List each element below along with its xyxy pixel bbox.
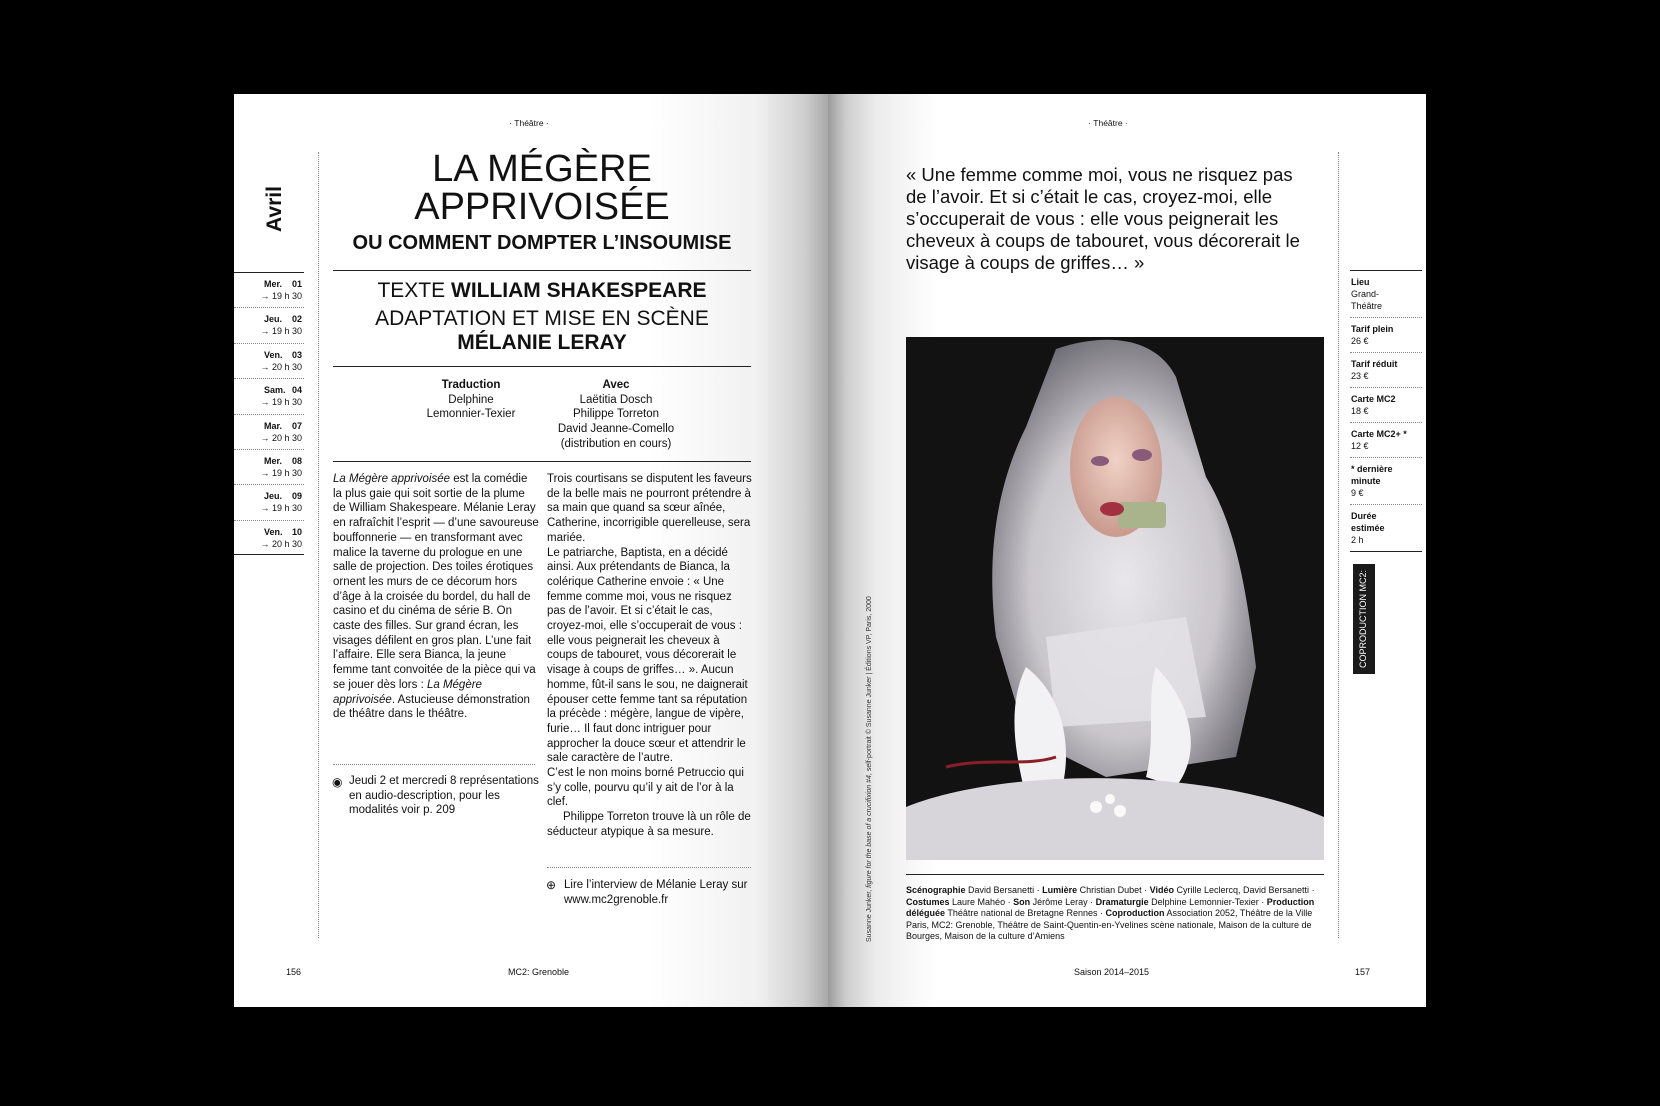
date-number: 07 <box>291 420 302 431</box>
date-entry <box>234 378 304 413</box>
paragraph: Trois courtisans se disputent les faveurs de la belle mais ne pourront prétendre à sa main que quand sa sœur aînée, Catherine, incorrigible querelleuse, sera mariée. <box>547 473 752 544</box>
date-time: → 19 h 30 <box>260 467 302 478</box>
margin-rule <box>318 152 319 938</box>
info-label: Lieu <box>1351 277 1370 287</box>
photo-credit <box>866 582 873 942</box>
translator-line-2: Lemonnier-Texier <box>426 408 516 421</box>
date-day: Mar. <box>264 420 283 431</box>
credit-role: Production déléguée <box>906 896 1315 919</box>
date-entry <box>234 449 304 484</box>
info-value: 9 € <box>1351 488 1364 498</box>
info-entry <box>1350 270 1422 317</box>
accessibility-note: Jeudi 2 et mercredi 8 représentations en audio-description, pour les modalités voir p. 209 <box>349 775 539 817</box>
translation-block <box>406 378 536 422</box>
credit-role: Lumière <box>1042 885 1078 895</box>
credit-role: Scénographie <box>906 885 966 895</box>
production-photo <box>906 337 1324 860</box>
date-time: → 19 h 30 <box>260 503 302 514</box>
production-credits: Scénographie David Bersanetti · Lumière Christian Dubet · Vidéo Cyrille Leclercq, David Bersanetti · Costumes Laure Mahéo · Son Jérôme Leray · Dramaturgie Delphine Lemonnier-Texier · Production déléguée Théâtre national de Bretagne Rennes · Coproduction Association 2052, Théâtre de la Ville Paris, MC2: Grenoble, Théâtre de Saint-Quentin-en-Yvelines scène nationale, Maison de la culture de Bourges, Maison de la culture d’Amiens <box>906 885 1315 942</box>
date-number: 01 <box>291 279 302 289</box>
credit-role: Costumes <box>906 896 950 907</box>
date-day: Jeu. <box>264 314 283 325</box>
date-number: 03 <box>291 349 302 360</box>
coproduction-badge <box>1353 564 1375 674</box>
section-label: · Théâtre · <box>509 118 549 128</box>
interview-link[interactable]: Lire l’interview de Mélanie Leray sur www.mc2grenoble.fr <box>564 879 748 906</box>
practical-info <box>1350 270 1422 552</box>
note-divider <box>333 764 535 765</box>
cast-member: David Jeanne-Comello <box>557 423 675 436</box>
info-entry <box>1350 504 1422 552</box>
date-entry <box>234 307 304 342</box>
date-day: Mer. <box>264 279 283 289</box>
info-value: Grand-Théâtre <box>1351 289 1383 311</box>
bride-portrait-image <box>906 337 1324 860</box>
credit-role: Son <box>1013 896 1031 907</box>
date-time: → 19 h 30 <box>260 291 302 301</box>
info-entry <box>1350 422 1422 457</box>
date-time: → 20 h 30 <box>260 432 302 443</box>
credit-name: David Bersanetti <box>968 885 1035 895</box>
info-label: Tarif plein <box>1351 324 1394 334</box>
info-value: 18 € <box>1351 406 1369 416</box>
date-entry <box>234 484 304 519</box>
paragraph: Philippe Torreton trouve là un rôle de séducteur atypique à sa mesure. <box>547 811 751 838</box>
info-value: 26 € <box>1351 336 1369 346</box>
title-line-1: LA MÉGÈRE <box>432 148 652 190</box>
credit-text: , self-portrait © Susanne Junker | Éditions VP, Paris, 2000 <box>866 596 873 776</box>
month-label: Avril <box>263 186 286 232</box>
info-value: 2 h <box>1351 535 1364 545</box>
date-number: 08 <box>291 455 302 466</box>
date-time: → 19 h 30 <box>260 326 302 337</box>
paragraph: C’est le non moins borné Petruccio qui s’y colle, pourvu qu’il y ait de l’or à la clef. <box>547 767 744 809</box>
credit-name: Laure Mahéo <box>952 896 1006 907</box>
author-name: WILLIAM SHAKESPEARE <box>451 279 707 302</box>
info-label: Durée estimée <box>1351 511 1385 533</box>
date-entry <box>234 343 304 378</box>
info-entry <box>1350 352 1422 387</box>
credit-name: Delphine Lemonnier-Texier <box>1151 896 1259 907</box>
credit-title: figure for the base of a crucifixion #4 <box>866 775 873 888</box>
credit-name: Christian Dubet <box>1079 885 1142 895</box>
date-time: → 19 h 30 <box>260 397 302 408</box>
page-number-left: 156 <box>286 967 302 977</box>
director-name: MÉLANIE LERAY <box>457 331 627 354</box>
section-label: · Théâtre · <box>1088 118 1128 128</box>
credit-role: Dramaturgie <box>1095 896 1149 907</box>
date-number: 10 <box>291 526 302 537</box>
info-label: Carte MC2+ * <box>1351 429 1407 439</box>
date-list <box>234 272 304 555</box>
info-entry <box>1350 457 1422 504</box>
info-entry <box>1350 317 1422 352</box>
info-value: 12 € <box>1351 441 1369 451</box>
date-day: Mer. <box>264 455 283 466</box>
title-reference: La Mégère apprivoisée <box>333 473 450 485</box>
date-day: Ven. <box>264 349 283 360</box>
credit-name: Cyrille Leclercq, David Bersanetti <box>1176 885 1310 895</box>
date-number: 04 <box>291 385 302 396</box>
body-text: . Astucieuse démonstration de théâtre dans le théâtre. <box>333 693 530 721</box>
body-text: est la comédie la plus gaie qui soit sortie de la plume de William Shakespeare. Mélanie Leray en rafraîchit l’esprit — d’une savoureuse bouffonnerie — en transformant avec malice la taverne du prologue en une salle de projection. Des toiles érotiques ornent les murs de ce décorum hors d’âge à la croisée du bordel, du hall de casino et du cinéma de série B. On caste des filles. Sur grand écran, les visages défilent en gros plan. L’une fait l’affaire. Elle sera Bianca, la jeune femme tant convoitée de la pièce qui va se jouer dès lors : <box>333 473 539 691</box>
translator-line-1: Delphine <box>448 393 494 406</box>
date-day: Sam. <box>264 385 286 396</box>
date-day: Ven. <box>264 526 283 537</box>
right-page <box>828 94 1426 1007</box>
cast-note: (distribution en cours) <box>560 437 672 450</box>
date-time: → 20 h 30 <box>260 361 302 372</box>
footer-left: MC2: Grenoble <box>508 967 570 977</box>
page-number-right: 157 <box>1355 967 1371 977</box>
credit-name: Théâtre national de Bretagne Rennes <box>947 908 1098 919</box>
date-number: 02 <box>291 314 302 325</box>
paragraph: Le patriarche, Baptista, en a décidé ainsi. Aux prétendants de Bianca, la colérique Catherine envoie : « Une femme comme moi, vous ne risquez pas de l’avoir. Et si c’était le cas, croyez-moi, elle s’occuperait de vous : elle vous peignerait les cheveux à coups de tabouret, vous décorerait le visage à coups de griffes… ». Aucun homme, fût-il sans le sou, ne daignerait épouser cette femme tant sa réputation la précède : mégère, langue de vipère, furie… Il faut donc intriguer pour approcher la douce sœur et attendrir le sale caractère de l’autre. <box>547 546 748 765</box>
title-reference: La Mégère apprivoisée <box>333 678 482 706</box>
credit-name: Jérôme Leray <box>1032 896 1088 907</box>
title-rule <box>333 270 751 271</box>
credit-text: Susanne Junker, <box>866 887 873 942</box>
title-line-2: APPRIVOISÉE <box>414 186 670 228</box>
info-label: Carte MC2 <box>1351 394 1396 404</box>
margin-rule <box>1338 152 1339 938</box>
authors-block <box>332 279 752 355</box>
info-value: 23 € <box>1351 371 1369 381</box>
authors-rule <box>333 366 751 367</box>
info-label: * dernière minute <box>1351 464 1393 486</box>
credit-role: Vidéo <box>1149 885 1174 895</box>
footer-right: Saison 2014–2015 <box>1074 967 1150 977</box>
credits-rule <box>906 874 1324 875</box>
date-entry <box>234 272 304 307</box>
credits-rule <box>333 461 751 462</box>
body-column-1 <box>333 472 539 722</box>
info-entry <box>1350 387 1422 422</box>
date-day: Jeu. <box>264 491 283 502</box>
texte-label: TEXTE <box>377 279 446 302</box>
body-column-2 <box>547 472 753 840</box>
pull-quote: « Une femme comme moi, vous ne risquez pas de l’avoir. Et si c’était le cas, croyez-moi, elle s’occuperait de vous : elle vous peignerait les cheveux à coups de tabouret, vous décorerait le visage à coups de griffes… » <box>906 164 1300 273</box>
interview-divider <box>547 867 751 868</box>
translation-label: Traduction <box>441 379 501 391</box>
date-number: 09 <box>291 491 302 502</box>
eye-icon: ◉ <box>332 775 343 789</box>
credit-name: Association 2052, Théâtre de la Ville Paris, MC2: Grenoble, Théâtre de Saint-Quentin-en-Yvelines scène nationale, Maison de la culture de Bourges, Maison de la culture d’Amiens <box>906 908 1313 942</box>
coproduction-text: COPRODUCTION MC2: <box>1358 569 1368 668</box>
credit-role: Coproduction <box>1105 908 1165 919</box>
left-page <box>234 94 828 1007</box>
subtitle: OU COMMENT DOMPTER L’INSOUMISE <box>352 232 732 254</box>
cast-block <box>536 378 696 452</box>
date-entry <box>234 520 304 555</box>
date-entry <box>234 414 304 449</box>
cast-member: Laëtitia Dosch <box>579 393 653 406</box>
cast-label: Avec <box>602 379 630 391</box>
title-block <box>332 150 752 256</box>
info-label: Tarif réduit <box>1351 359 1398 369</box>
plus-circle-icon: ⊕ <box>546 878 557 892</box>
adaptation-label: ADAPTATION ET MISE EN SCÈNE <box>375 307 709 330</box>
cast-member: Philippe Torreton <box>572 408 660 421</box>
date-time: → 20 h 30 <box>260 538 302 549</box>
